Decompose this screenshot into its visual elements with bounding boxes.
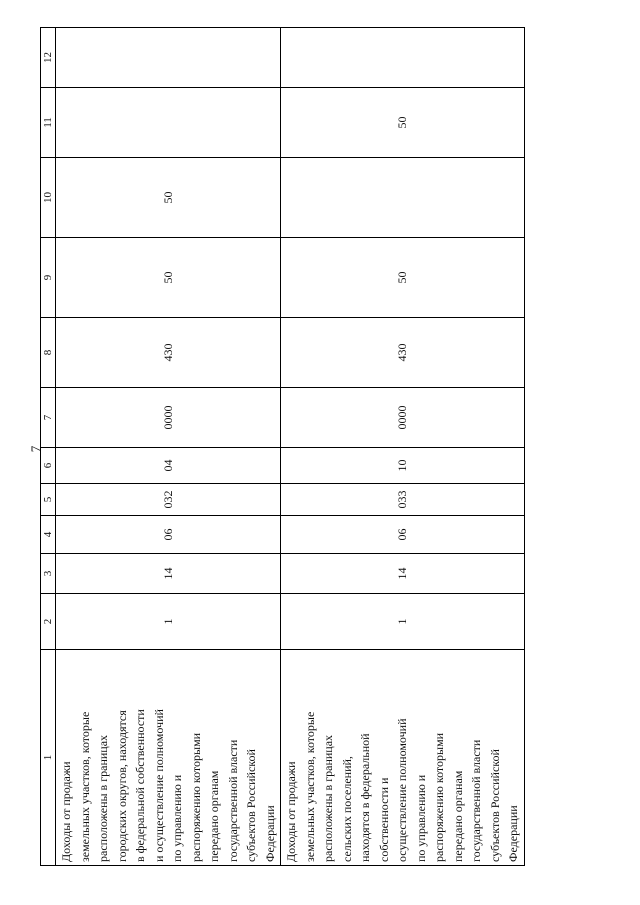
table-cell: 1 (281, 594, 525, 650)
header-cell: 8 (41, 318, 56, 388)
table-cell: 0000 (56, 388, 281, 448)
table-cell: 430 (281, 318, 525, 388)
header-cell: 1 (41, 650, 56, 866)
page-number: 7 (28, 445, 43, 453)
header-cell: 4 (41, 516, 56, 554)
table-cell: 10 (281, 448, 525, 484)
header-cell: 7 (41, 388, 56, 448)
rotated-table-container (40, 28, 520, 866)
table-cell: 14 (281, 554, 525, 594)
table-cell: 50 (281, 88, 525, 158)
header-cell: 10 (41, 158, 56, 238)
table-cell: 06 (281, 516, 525, 554)
table-cell: 033 (281, 484, 525, 516)
table-row (56, 28, 281, 866)
row-description: Доходы от продажи земельных участков, которые расположены в границах сельских поселений, находятся в федеральной собственности и осуществление полномочий по управлению и распоряжению которыми передано органам государственной власти субъектов Российской Федерации (281, 650, 525, 866)
row-description: Доходы от продажи земельных участков, которые расположены в границах городских округов, находятся в федеральной собственности и осуществление полномочий по управлению и распоряжению которыми передано органам государственной власти субъектов Российской Федерации (56, 650, 281, 866)
header-cell: 9 (41, 238, 56, 318)
table-cell: 06 (56, 516, 281, 554)
table-cell (281, 158, 525, 238)
table-cell: 50 (56, 238, 281, 318)
header-cell: 12 (41, 28, 56, 88)
table-cell: 032 (56, 484, 281, 516)
table-cell (281, 28, 525, 88)
header-cell: 2 (41, 594, 56, 650)
table-row (281, 28, 525, 866)
header-row (41, 28, 56, 866)
budget-revenue-table (40, 27, 525, 866)
header-cell: 6 (41, 448, 56, 484)
header-cell: 11 (41, 88, 56, 158)
table-cell: 14 (56, 554, 281, 594)
table-cell: 1 (56, 594, 281, 650)
table-cell: 50 (56, 158, 281, 238)
header-cell: 3 (41, 554, 56, 594)
table-cell (56, 28, 281, 88)
table-cell: 430 (56, 318, 281, 388)
table-cell: 50 (281, 238, 525, 318)
header-cell: 5 (41, 484, 56, 516)
table-cell: 0000 (281, 388, 525, 448)
table-cell: 04 (56, 448, 281, 484)
table-cell (56, 88, 281, 158)
